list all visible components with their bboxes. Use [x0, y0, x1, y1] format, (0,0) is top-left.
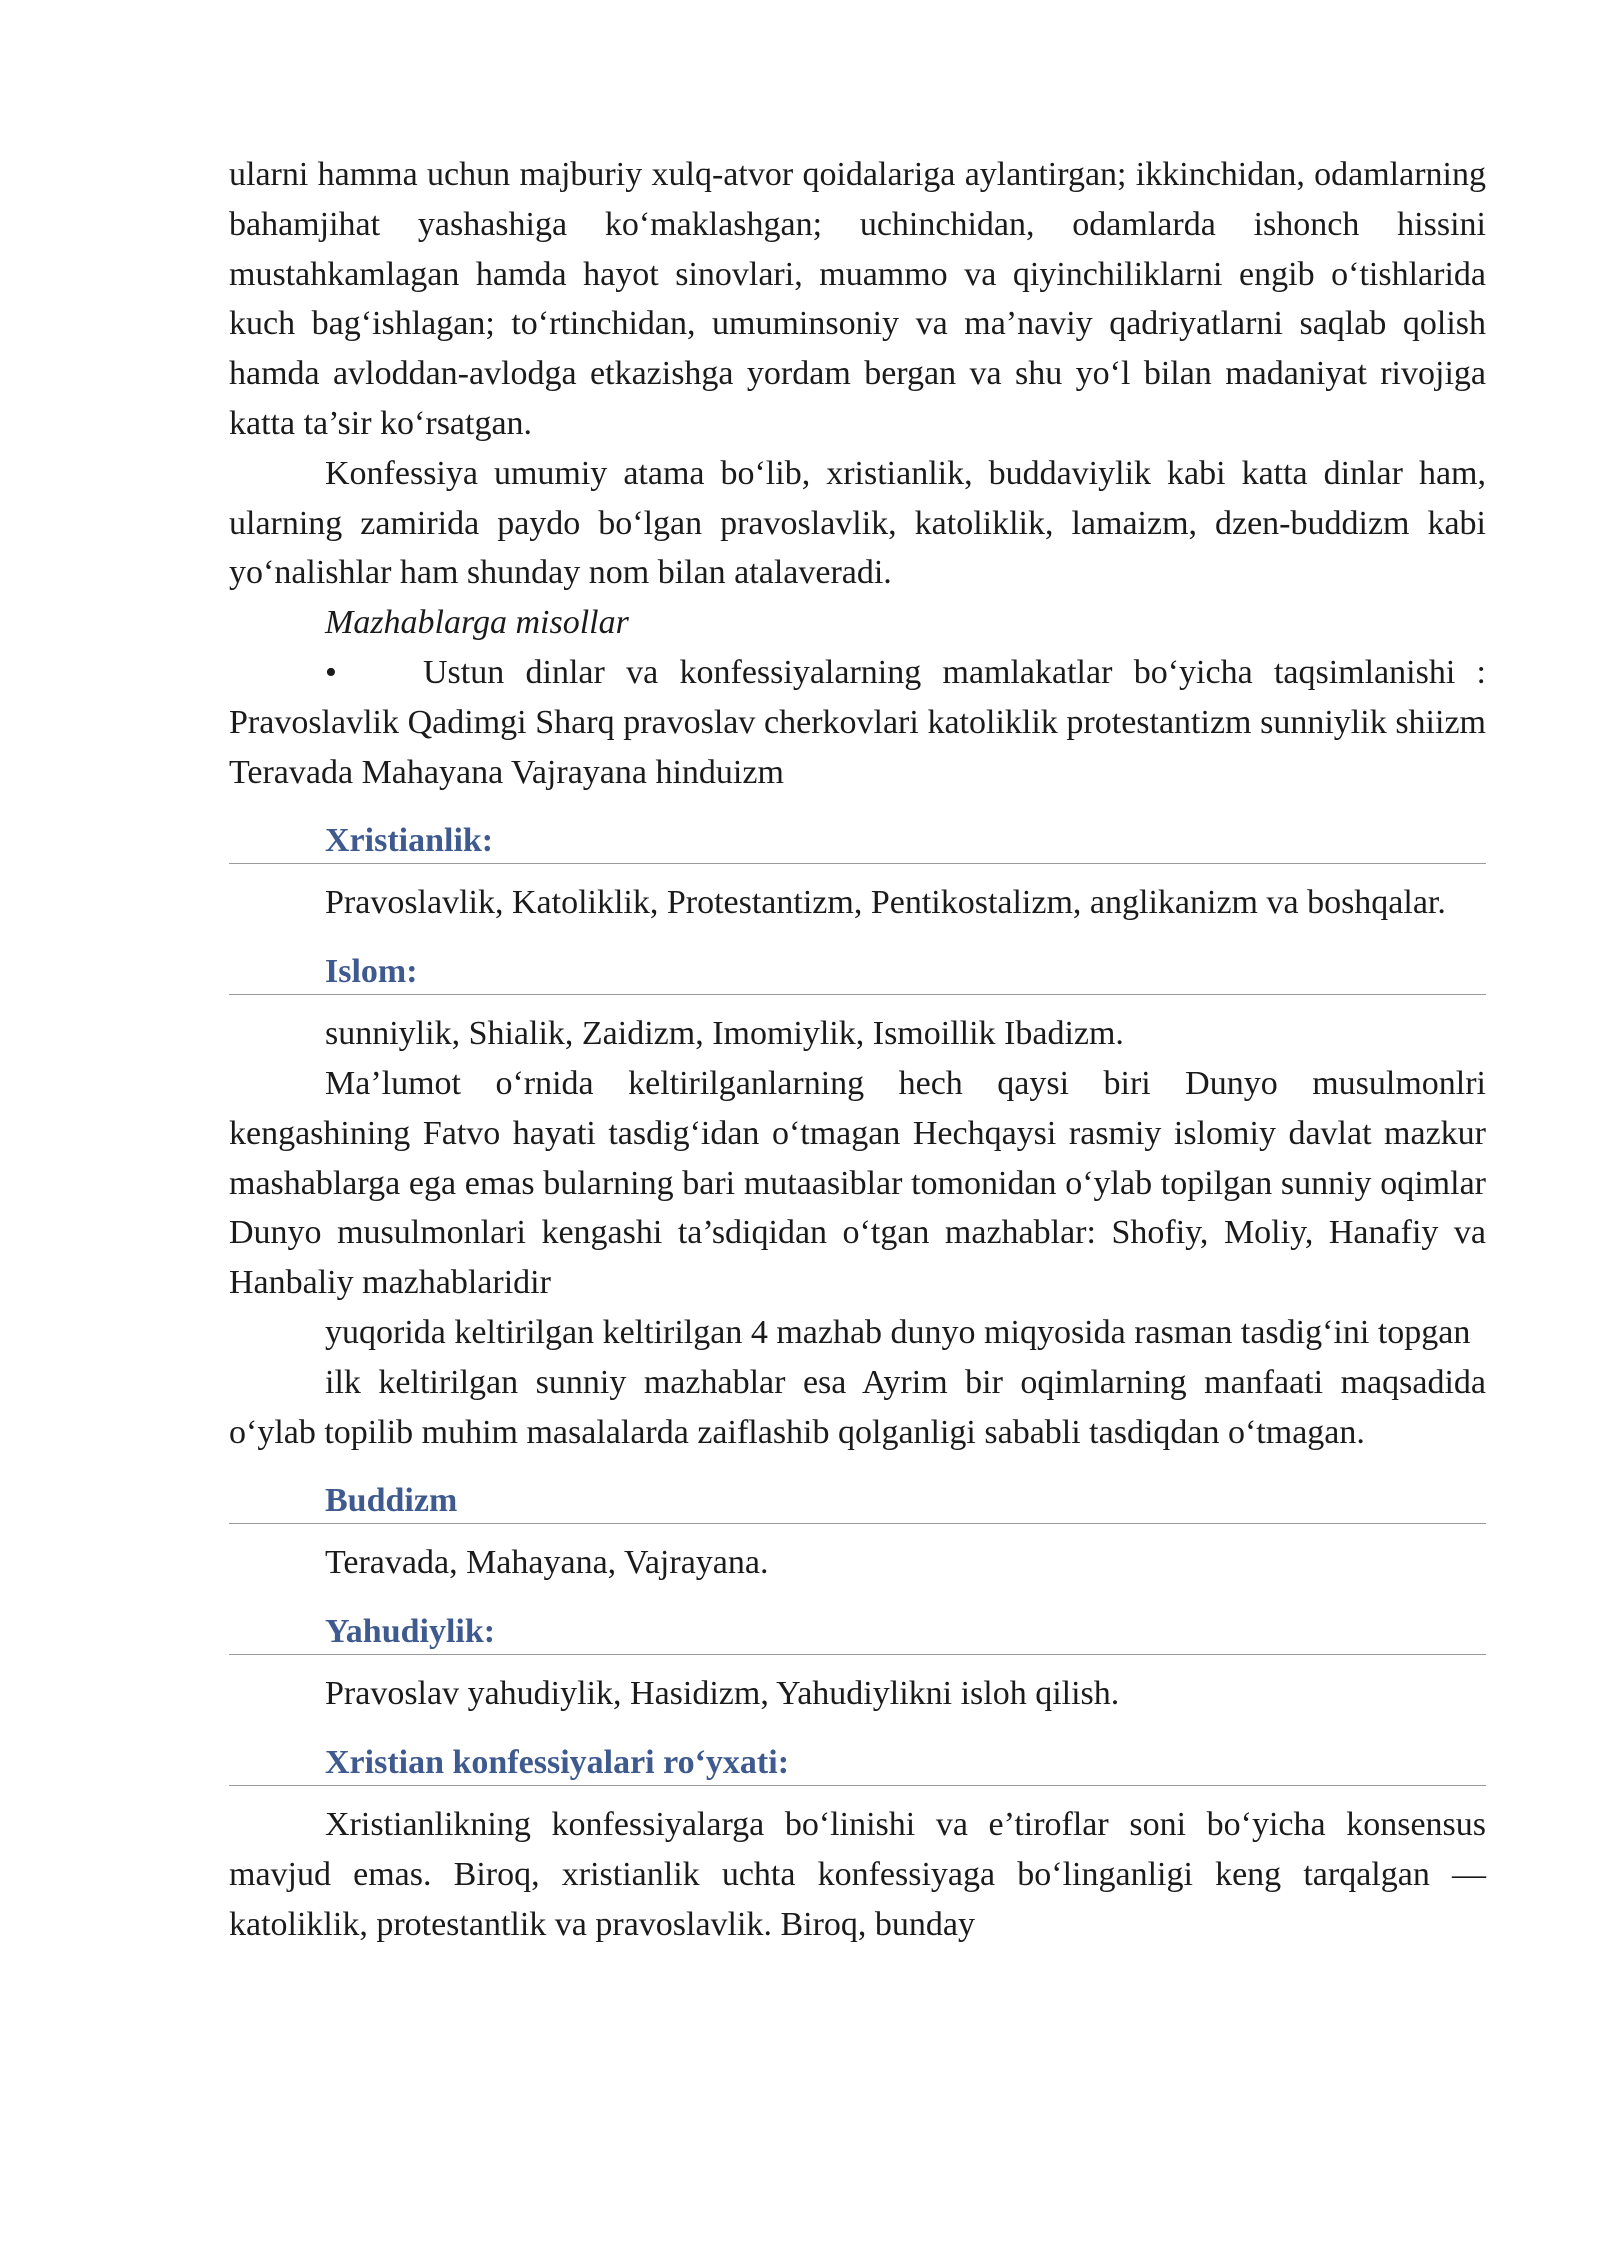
yahudiylik-text: Pravoslav yahudiylik, Hasidizm, Yahudiylikni isloh qilish.: [325, 1675, 1120, 1713]
heading-buddizm: Buddizm: [229, 1479, 1486, 1524]
islom-line: sunniylik, Shialik, Zaidizm, Imomiylik, Ismoillik Ibadizm.: [325, 1015, 1124, 1053]
konfessiya-paragraph: Konfessiya umumiy atama bo‘lib, xristianlik, buddaviylik kabi katta dinlar ham, ularning zamirida paydo bo‘lgan pravoslavlik, katoliklik, lamaizm, dzen-buddizm kabi yo‘nalishlar ham shunday nom bilan atalaveradi.: [229, 454, 1486, 592]
islom-paragraph-4: ilk keltirilgan sunniy mazhablar esa Ayrim bir oqimlarning manfaati maqsadida o‘ylab topilib muhim masalalarda zaiflashib qolganligi sababli tasdiqdan o‘tmagan.: [229, 1363, 1486, 1451]
xristian-konfessiyalari-text: Xristianlikning konfessiyalarga bo‘linishi va e’tiroflar soni bo‘yicha konsensus mavjud emas. Biroq, xristianlik uchta konfessiyaga bo‘linganligi keng tarqalgan — katoliklik, protestantlik va pravoslavlik. Biroq, bunday: [229, 1805, 1486, 1943]
bullet-text: Ustun dinlar va konfessiyalarning mamlakatlar bo‘yicha taqsimlanishi : Pravoslavlik Qadimgi Sharq pravoslav cherkovlari katoliklik protestantizm sunniylik shiizm Teravada Mahayana Vajrayana hinduizm: [229, 653, 1486, 791]
heading-xristian-konfessiyalari: Xristian konfessiyalari ro‘yxati:: [229, 1741, 1486, 1786]
examples-label: Mazhablarga misollar: [325, 604, 629, 642]
bullet-icon: •: [325, 653, 337, 691]
islom-paragraph-3: yuqorida keltirilgan keltirilgan 4 mazhab dunyo miqyosida rasman tasdig‘ini topgan: [325, 1313, 1471, 1351]
buddizm-text: Teravada, Mahayana, Vajrayana.: [325, 1544, 769, 1582]
heading-yahudiylik: Yahudiylik:: [229, 1610, 1486, 1655]
intro-paragraph: ularni hamma uchun majburiy xulq-atvor qoidalariga aylantirgan; ikkinchidan, odamlarning bahamjihat yashashiga ko‘maklashgan; uchinchidan, odamlarda ishonch hissini mustahkamlagan hamda hayot sinovlari, muammo va qiyinchiliklarni engib o‘tishlarida kuch bag‘ishlagan; to‘rtinchidan, umuminsoniy va ma’naviy qadriyatlarni saqlab qolish hamda avloddan-avlodga etkazishga yordam bergan va shu yo‘l bilan madaniyat rivojiga katta ta’sir ko‘rsatgan.: [229, 156, 1486, 442]
islom-paragraph-2: Ma’lumot o‘rnida keltirilganlarning hech qaysi biri Dunyo musulmonlri kengashining Fatvo hayati tasdig‘idan o‘tmagan Hechqaysi rasmiy islomiy davlat mazkur mashablarga ega emas bularning bari mutaasiblar tomonidan o‘ylab topilgan sunniy oqimlar Dunyo musulmonlari kengashi ta’sdiqidan o‘tgan mazhablar: Shofiy, Moliy, Hanafiy va Hanbaliy mazhablaridir: [229, 1064, 1486, 1302]
document-page: [229, 150, 1486, 1949]
xristianlik-text: Pravoslavlik, Katoliklik, Protestantizm, Pentikostalizm, anglikanizm va boshqalar.: [325, 884, 1446, 922]
bullet-paragraph: [229, 648, 1486, 797]
heading-islom: Islom:: [229, 950, 1486, 995]
heading-xristianlik: Xristianlik:: [229, 819, 1486, 864]
